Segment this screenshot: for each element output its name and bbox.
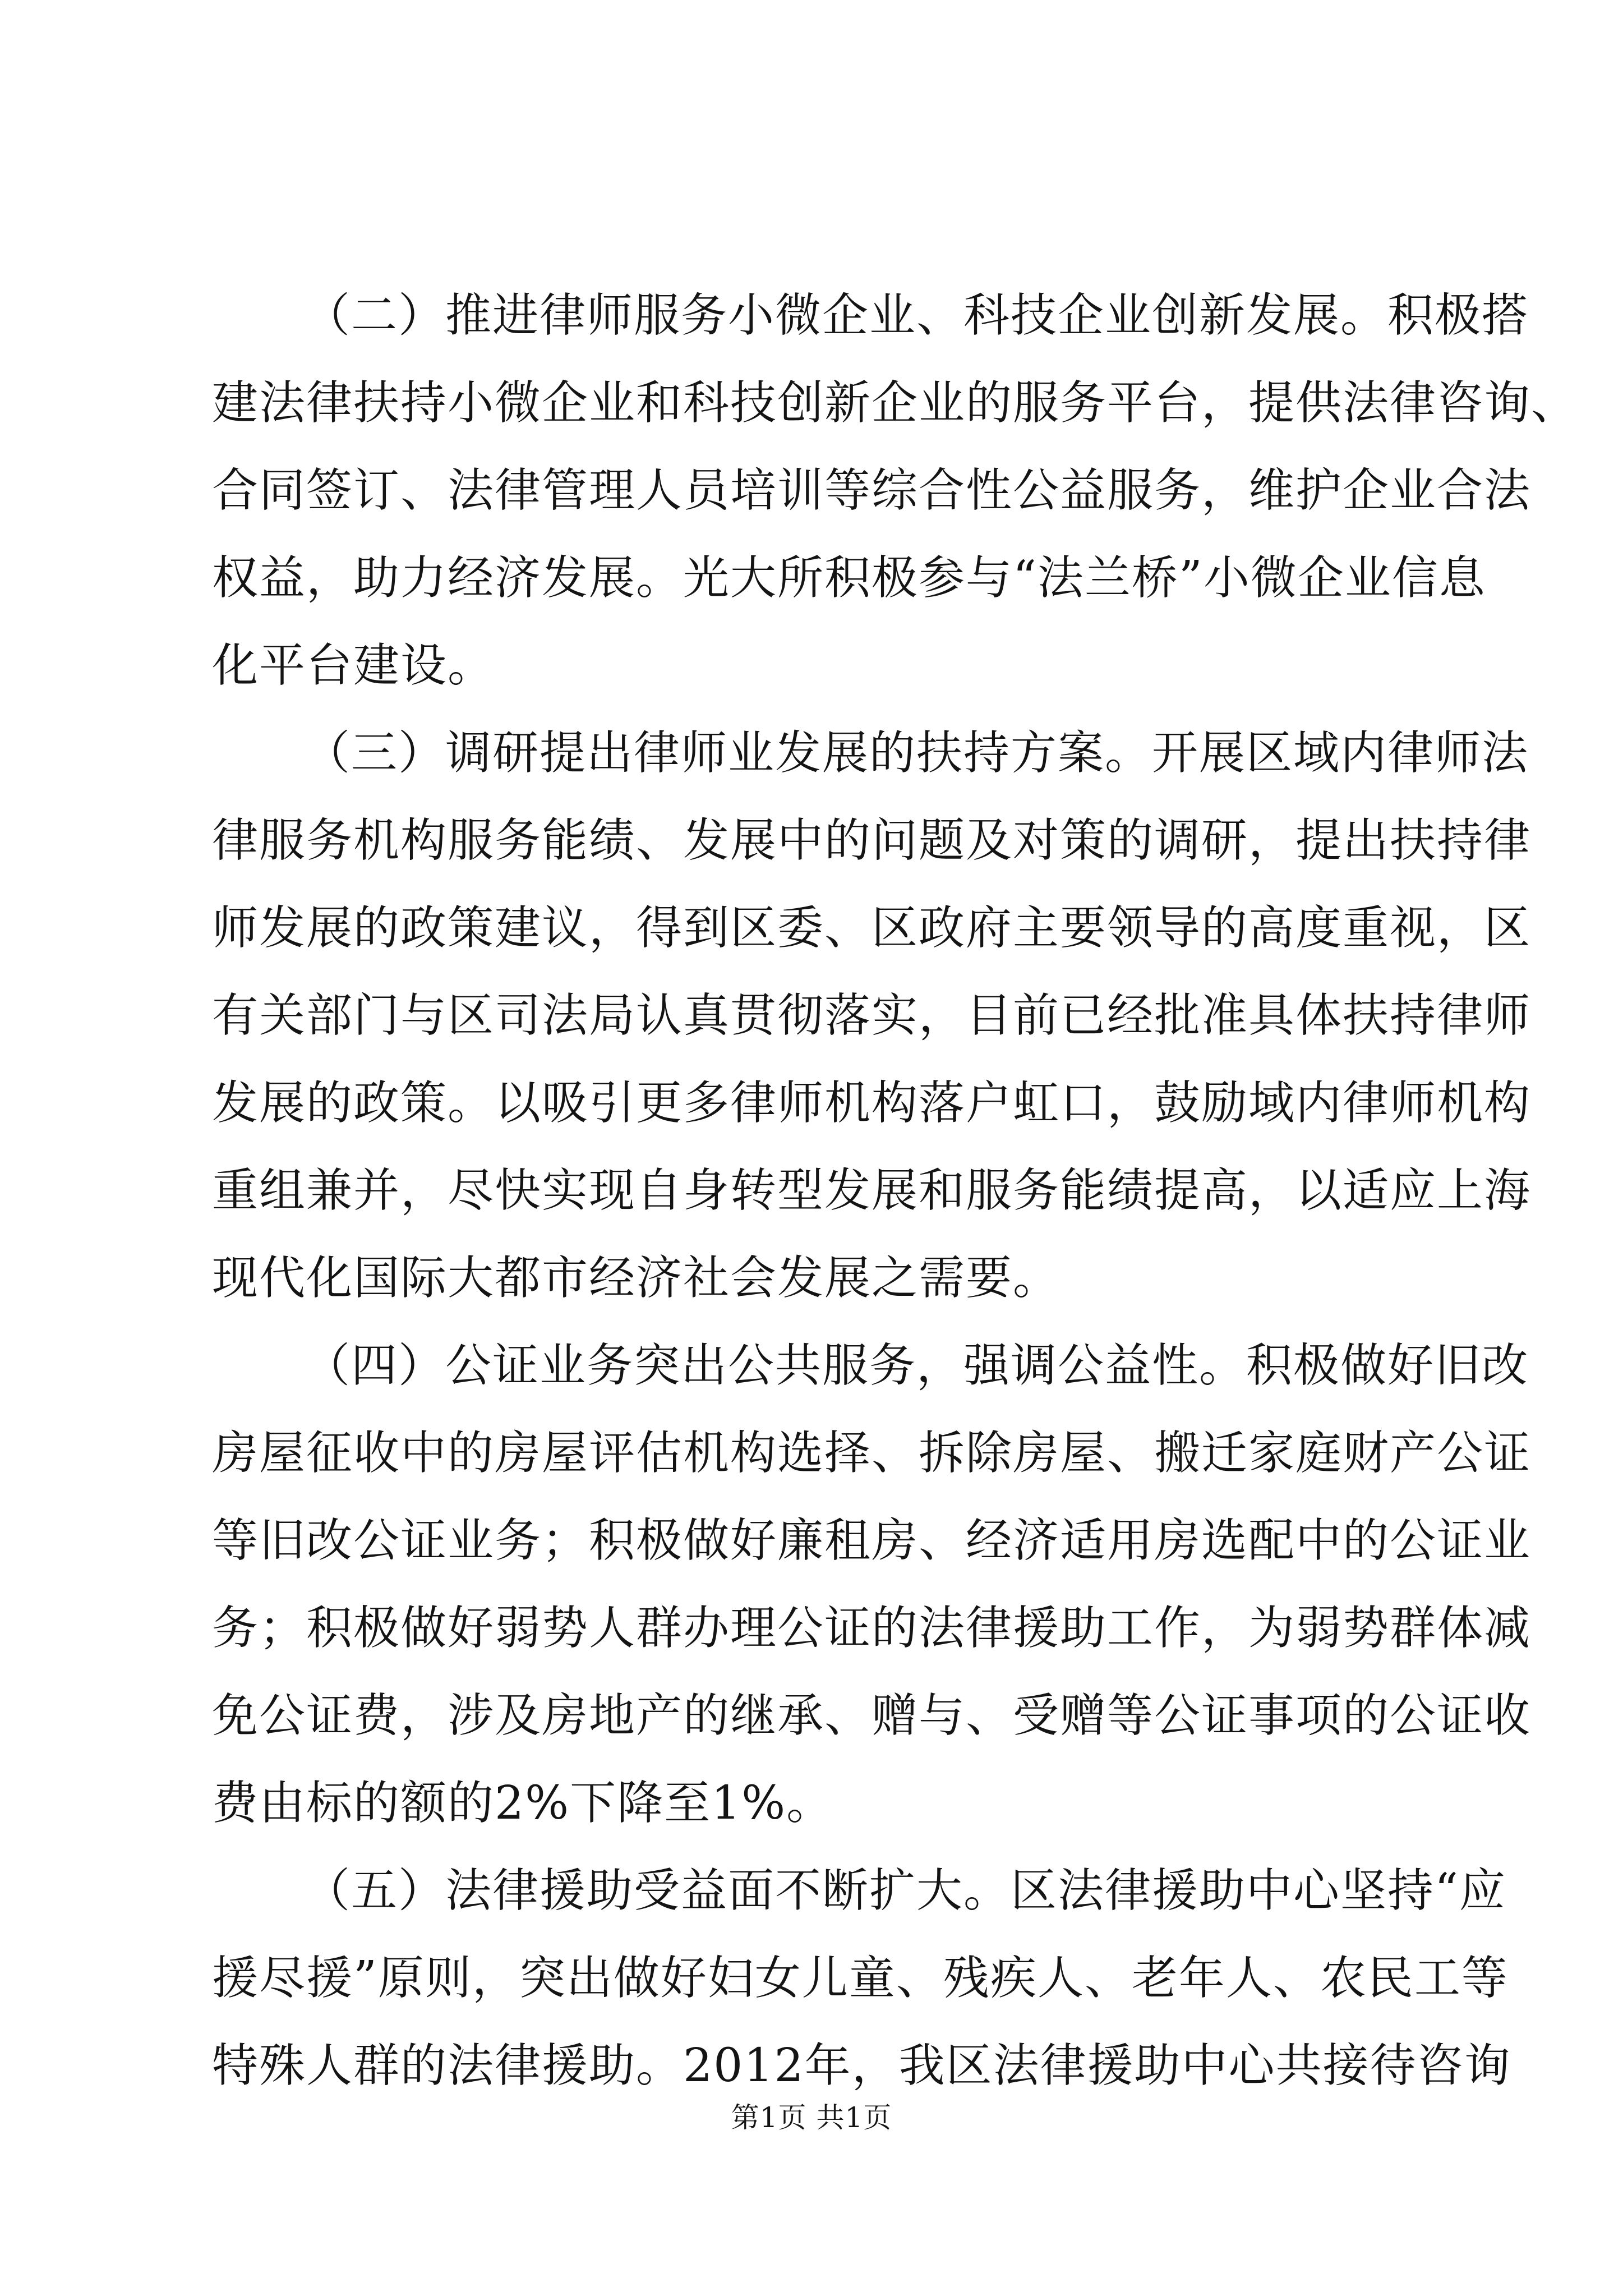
text-line: 权益，助力经济发展。光大所积极参与“法兰桥”小微企业信息 (212, 551, 1486, 605)
text-line: 化平台建设。 (212, 639, 495, 692)
text-line: 现代化国际大都市经济社会发展之需要。 (212, 1251, 1061, 1305)
text-line: 免公证费，涉及房地产的继承、赠与、受赠等公证事项的公证收 (212, 1689, 1532, 1742)
text-line: （四）公证业务突出公共服务，强调公益性。积极做好旧改 (304, 1339, 1529, 1392)
document-body (212, 272, 1579, 2110)
text-line: 建法律扶持小微企业和科技创新企业的服务平台，提供法律咨询、 (212, 376, 1579, 430)
text-line: 师发展的政策建议，得到区委、区政府主要领导的高度重视，区 (212, 901, 1532, 955)
text-line: 费由标的额的2%下降至1%。 (212, 1777, 834, 1830)
page-footer: 第1页 共1页 (731, 2101, 892, 2134)
text-line: （二）推进律师服务小微企业、科技企业创新发展。积极搭 (304, 289, 1529, 342)
text-line: 特殊人群的法律援助。2012年，我区法律援助中心共接待咨询 (212, 2039, 1511, 2092)
text-line: 等旧改公证业务；积极做好廉租房、经济适用房选配中的公证业 (212, 1514, 1532, 1567)
text-line: （三）调研提出律师业发展的扶持方案。开展区域内律师法 (304, 726, 1529, 780)
text-line: 援尽援”原则，突出做好妇女儿童、残疾人、老年人、农民工等 (212, 1952, 1509, 2005)
text-line: 务；积极做好弱势人群办理公证的法律援助工作，为弱势群体减 (212, 1602, 1532, 1655)
text-line: 发展的政策。以吸引更多律师机构落户虹口，鼓励域内律师机构 (212, 1076, 1532, 1130)
text-line: 有关部门与区司法局认真贯彻落实，目前已经批准具体扶持律师 (212, 989, 1532, 1042)
text-line: （五）法律援助受益面不断扩大。区法律援助中心坚持“应 (304, 1864, 1506, 1917)
text-line: 重组兼并，尽快实现自身转型发展和服务能绩提高，以适应上海 (212, 1164, 1532, 1217)
text-line: 合同签订、法律管理人员培训等综合性公益服务，维护企业合法 (212, 464, 1532, 517)
text-line: 房屋征收中的房屋评估机构选择、拆除房屋、搬迁家庭财产公证 (212, 1427, 1532, 1480)
text-line: 律服务机构服务能绩、发展中的问题及对策的调研，提出扶持律 (212, 814, 1532, 867)
